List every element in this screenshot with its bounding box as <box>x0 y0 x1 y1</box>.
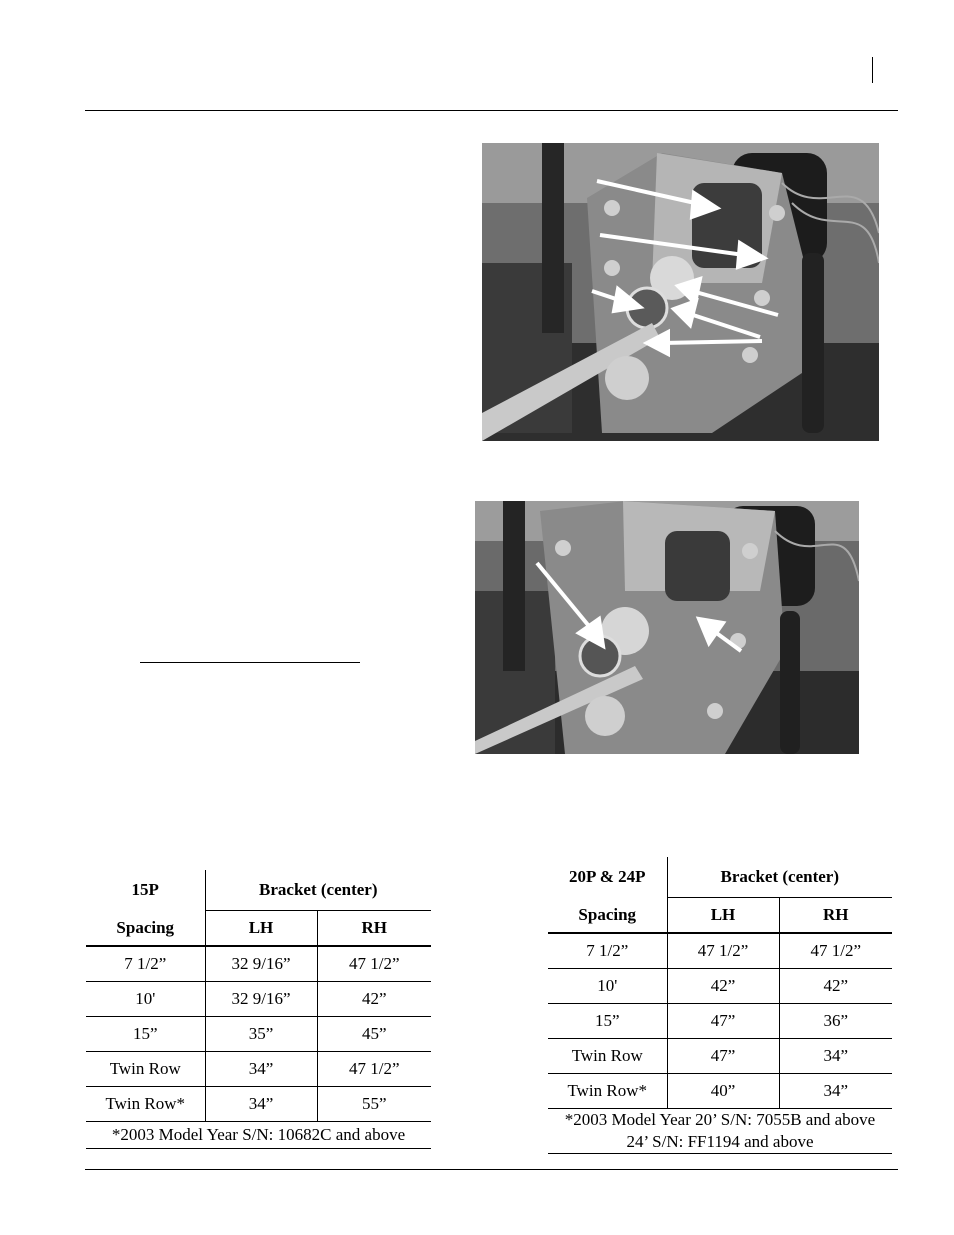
cell-rh: 34” <box>779 1073 892 1108</box>
table-row <box>548 933 892 969</box>
table-row <box>86 981 431 1016</box>
table-row <box>548 1038 892 1073</box>
cell-spacing: Twin Row* <box>548 1073 667 1108</box>
cell-rh: 45” <box>317 1016 431 1051</box>
cell-spacing: Twin Row <box>548 1038 667 1073</box>
bracket-photo-1 <box>482 143 879 441</box>
cell-lh: 47 1/2” <box>667 933 779 969</box>
cell-lh: 35” <box>205 1016 317 1051</box>
cell-spacing: 7 1/2” <box>548 933 667 969</box>
table-row <box>548 1073 892 1108</box>
header-model: 15P <box>131 880 159 900</box>
cell-spacing: 15” <box>548 1003 667 1038</box>
table-row <box>548 1003 892 1038</box>
blank-underline <box>140 662 360 663</box>
cell-lh: 34” <box>205 1051 317 1086</box>
cell-spacing: 10' <box>548 968 667 1003</box>
cell-rh: 42” <box>317 981 431 1016</box>
table-row <box>548 968 892 1003</box>
cell-lh: 47” <box>667 1003 779 1038</box>
cell-lh: 47” <box>667 1038 779 1073</box>
header-group: Bracket (center) <box>205 870 431 911</box>
page-number-rule <box>872 57 873 83</box>
cell-rh: 36” <box>779 1003 892 1038</box>
table-20p-24p-bracket <box>548 857 892 1154</box>
footer-rule <box>85 1169 898 1170</box>
cell-spacing: 7 1/2” <box>86 946 205 982</box>
cell-spacing: 15” <box>86 1016 205 1051</box>
cell-lh: 42” <box>667 968 779 1003</box>
header-rule <box>85 110 898 111</box>
cell-rh: 47 1/2” <box>317 1051 431 1086</box>
cell-rh: 34” <box>779 1038 892 1073</box>
header-lh: LH <box>667 898 779 933</box>
header-rh: RH <box>317 911 431 946</box>
table-row <box>86 1016 431 1051</box>
cell-spacing: Twin Row* <box>86 1086 205 1121</box>
table-row <box>86 1051 431 1086</box>
cell-lh: 32 9/16” <box>205 981 317 1016</box>
table-row <box>86 946 431 982</box>
table-15p-bracket <box>86 870 431 1149</box>
cell-lh: 34” <box>205 1086 317 1121</box>
header-spacing: Spacing <box>86 911 205 946</box>
footnote-line-1: *2003 Model Year 20’ S/N: 7055B and above <box>564 1109 876 1129</box>
footnote-line-2: 24’ S/N: FF1194 and above <box>626 1131 814 1151</box>
header-rh: RH <box>779 898 892 933</box>
table-footnote: *2003 Model Year S/N: 10682C and above <box>86 1121 431 1148</box>
table-row <box>86 1086 431 1121</box>
cell-spacing: 10' <box>86 981 205 1016</box>
cell-rh: 47 1/2” <box>779 933 892 969</box>
cell-lh: 32 9/16” <box>205 946 317 982</box>
cell-rh: 47 1/2” <box>317 946 431 982</box>
header-spacing: Spacing <box>548 898 667 933</box>
cell-spacing: Twin Row <box>86 1051 205 1086</box>
header-lh: LH <box>205 911 317 946</box>
header-group: Bracket (center) <box>667 857 892 898</box>
cell-rh: 55” <box>317 1086 431 1121</box>
cell-rh: 42” <box>779 968 892 1003</box>
bracket-photo-2 <box>475 501 859 754</box>
header-model: 20P & 24P <box>569 867 646 887</box>
table-footnote <box>548 1108 892 1153</box>
cell-lh: 40” <box>667 1073 779 1108</box>
